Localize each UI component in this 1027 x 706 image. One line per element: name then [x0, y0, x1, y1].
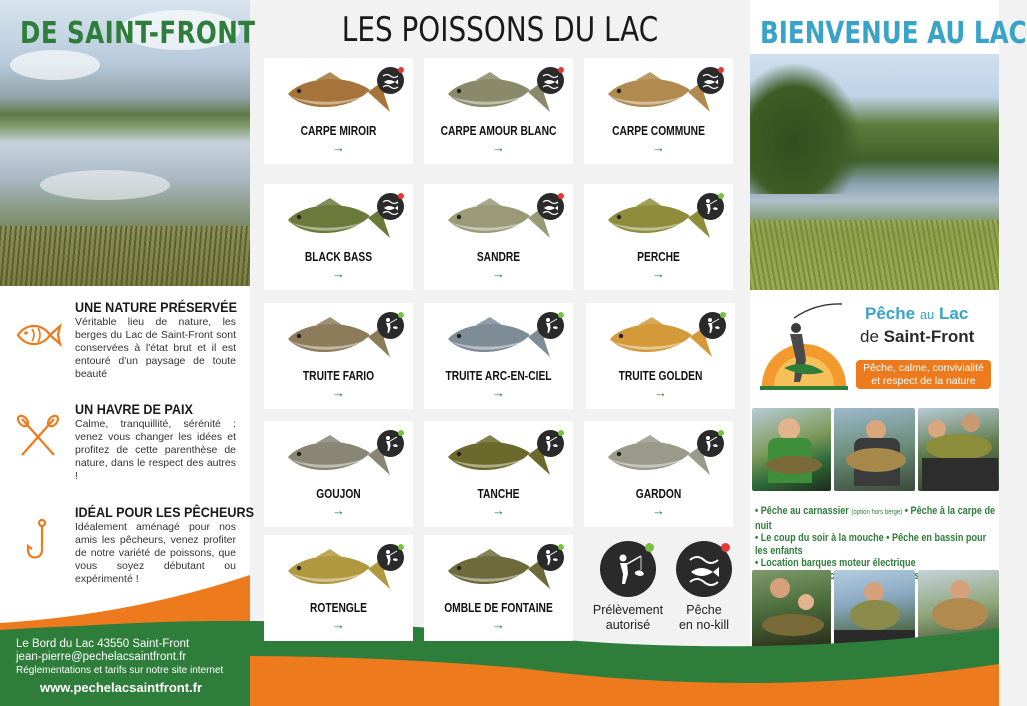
angler-keep-icon: [697, 430, 724, 457]
tagline-line1: Pêche, calme, convivialité: [863, 362, 984, 374]
footer-contact: [16, 638, 223, 677]
arrow-right-icon[interactable]: →: [332, 503, 345, 518]
arrow-right-icon[interactable]: →: [492, 503, 505, 518]
arrow-right-icon[interactable]: →: [652, 503, 665, 518]
fish-card-carpe-commune[interactable]: [584, 58, 733, 164]
fish-card-truite-fario[interactable]: [264, 303, 413, 409]
fish-name: PERCHE: [637, 250, 680, 264]
no-kill-fish-icon: [377, 193, 404, 220]
fish-name: SANDRE: [476, 250, 521, 264]
fish-card-tanche[interactable]: [424, 421, 573, 527]
fish-name: BLACK BASS: [304, 250, 373, 264]
page-title: LES POISSONS DU LAC: [341, 10, 659, 50]
legend-label: autorisé: [605, 618, 651, 632]
fish-name: CARPE COMMUNE: [612, 124, 705, 138]
fish-card-carpe-miroir[interactable]: [264, 58, 413, 164]
fish-name: TANCHE: [477, 487, 520, 501]
fish-card-sandre[interactable]: [424, 184, 573, 290]
no-kill-fish-icon: [377, 67, 404, 94]
feature-title: UN HAVRE DE PAIX: [75, 401, 193, 417]
logo-word-peche: Pêche: [865, 304, 916, 323]
arrow-right-icon[interactable]: →: [332, 140, 345, 155]
feature-title: IDÉAL POUR LES PÊCHEURS: [75, 504, 255, 520]
arrow-right-icon[interactable]: →: [332, 617, 345, 632]
no-kill-fish-icon: [676, 541, 732, 597]
no-kill-fish-icon: [537, 193, 564, 220]
left-title: DE SAINT-FRONT: [20, 16, 256, 51]
fish-name: TRUITE GOLDEN: [618, 369, 703, 383]
logo-line1: [865, 304, 968, 324]
fish-name: TRUITE FARIO: [302, 369, 375, 383]
legend-label: Prélèvement: [592, 603, 664, 617]
legend-no-kill: [659, 541, 749, 633]
tagline-line2: et respect de la nature: [871, 375, 976, 387]
fish-card-black-bass[interactable]: [264, 184, 413, 290]
fish-card-carpe-amour-blanc[interactable]: [424, 58, 573, 164]
right-title: BIENVENUE AU LAC: [760, 16, 1027, 51]
fish-card-truite-golden[interactable]: [586, 303, 735, 409]
fish-outline-icon: [14, 313, 62, 357]
lake-photo-right: [750, 54, 999, 290]
arrow-right-icon[interactable]: →: [492, 140, 505, 155]
angler-keep-icon: [537, 430, 564, 457]
footer-note: Réglementations et tarifs sur notre site internet: [16, 665, 224, 676]
fish-name: CARPE MIROIR: [300, 124, 377, 138]
logo-word-lac: Lac: [939, 304, 969, 323]
photo-man-carp: [834, 408, 915, 491]
angler-keep-icon: [697, 193, 724, 220]
arrow-right-icon[interactable]: →: [332, 266, 345, 281]
arrow-right-icon[interactable]: →: [492, 617, 505, 632]
logo-word-au: au: [919, 307, 935, 322]
angler-keep-icon: [377, 544, 404, 571]
fish-name: GOUJON: [316, 487, 361, 501]
arrow-right-icon[interactable]: →: [652, 140, 665, 155]
service-item: • Le coup du soir à la mouche • Pêche en bassin pour les enfants: [755, 532, 987, 557]
logo-tagline: [856, 360, 991, 389]
photo-perch-catch: [918, 408, 999, 491]
angler-keep-icon: [699, 312, 726, 339]
service-item: • Pêche au carnassier (option hors berge) • Pêche à la carpe de nuit: [755, 505, 996, 532]
fish-card-gardon[interactable]: [584, 421, 733, 527]
arrow-right-icon[interactable]: →: [492, 266, 505, 281]
feature-text: Idéalement aménagé pour nos amis les pêcheurs, venez profiter de notre variété de poissons, que vous soyez débutant ou expérimenté !: [75, 521, 236, 585]
fish-name: OMBLE DE FONTAINE: [444, 601, 553, 615]
logo-word-saint-front: Saint-Front: [883, 327, 975, 346]
no-kill-fish-icon: [697, 67, 724, 94]
angler-keep-icon: [600, 541, 656, 597]
arrow-right-icon[interactable]: →: [332, 385, 345, 400]
fish-card-perche[interactable]: [584, 184, 733, 290]
angler-keep-icon: [537, 544, 564, 571]
fish-name: GARDON: [635, 487, 682, 501]
angler-logo-icon: [754, 298, 854, 392]
footer-email[interactable]: jean-pierre@pechelacsaintfront.fr: [16, 651, 187, 663]
fishing-hook-icon: [14, 518, 62, 562]
no-kill-fish-icon: [537, 67, 564, 94]
fish-card-rotengle[interactable]: [264, 535, 413, 641]
feature-title: UNE NATURE PRÉSERVÉE: [75, 299, 237, 315]
arrow-right-icon[interactable]: →: [652, 266, 665, 281]
feature-text: Véritable lieu de nature, les berges du Lac de Saint-Front sont conservées à l'état brut et il est entouré d'un paysage de toute beauté: [75, 316, 236, 380]
fish-name: TRUITE ARC-EN-CIEL: [445, 369, 552, 383]
fish-card-truite-arc-en-ciel[interactable]: [424, 303, 573, 409]
arrow-right-icon[interactable]: →: [492, 385, 505, 400]
footer-address: Le Bord du Lac 43550 Saint-Front: [16, 638, 190, 650]
angler-keep-icon: [537, 312, 564, 339]
paddles-icon: [14, 415, 62, 459]
fish-name: CARPE AMOUR BLANC: [440, 124, 557, 138]
logo-line2: [860, 327, 974, 347]
fish-name: ROTENGLE: [310, 601, 367, 615]
legend-label: Pêche: [686, 603, 722, 617]
feature-text: Calme, tranquillité, sérénité : venez vous changer les idées et profitez de cette parenthèse de nature, dans le respect des autres !: [75, 418, 236, 482]
angler-keep-icon: [377, 312, 404, 339]
logo-word-de: de: [860, 327, 879, 346]
fish-card-goujon[interactable]: [264, 421, 413, 527]
footer-website-link[interactable]: www.pechelacsaintfront.fr: [40, 680, 203, 695]
angler-keep-icon: [377, 430, 404, 457]
fish-card-omble-de-fontaine[interactable]: [424, 535, 573, 641]
service-item: • Location barques moteur électrique: [755, 557, 916, 570]
arrow-right-icon[interactable]: →: [654, 385, 667, 400]
legend-label: en no-kill: [678, 618, 730, 632]
photo-child-fish: [752, 408, 831, 491]
